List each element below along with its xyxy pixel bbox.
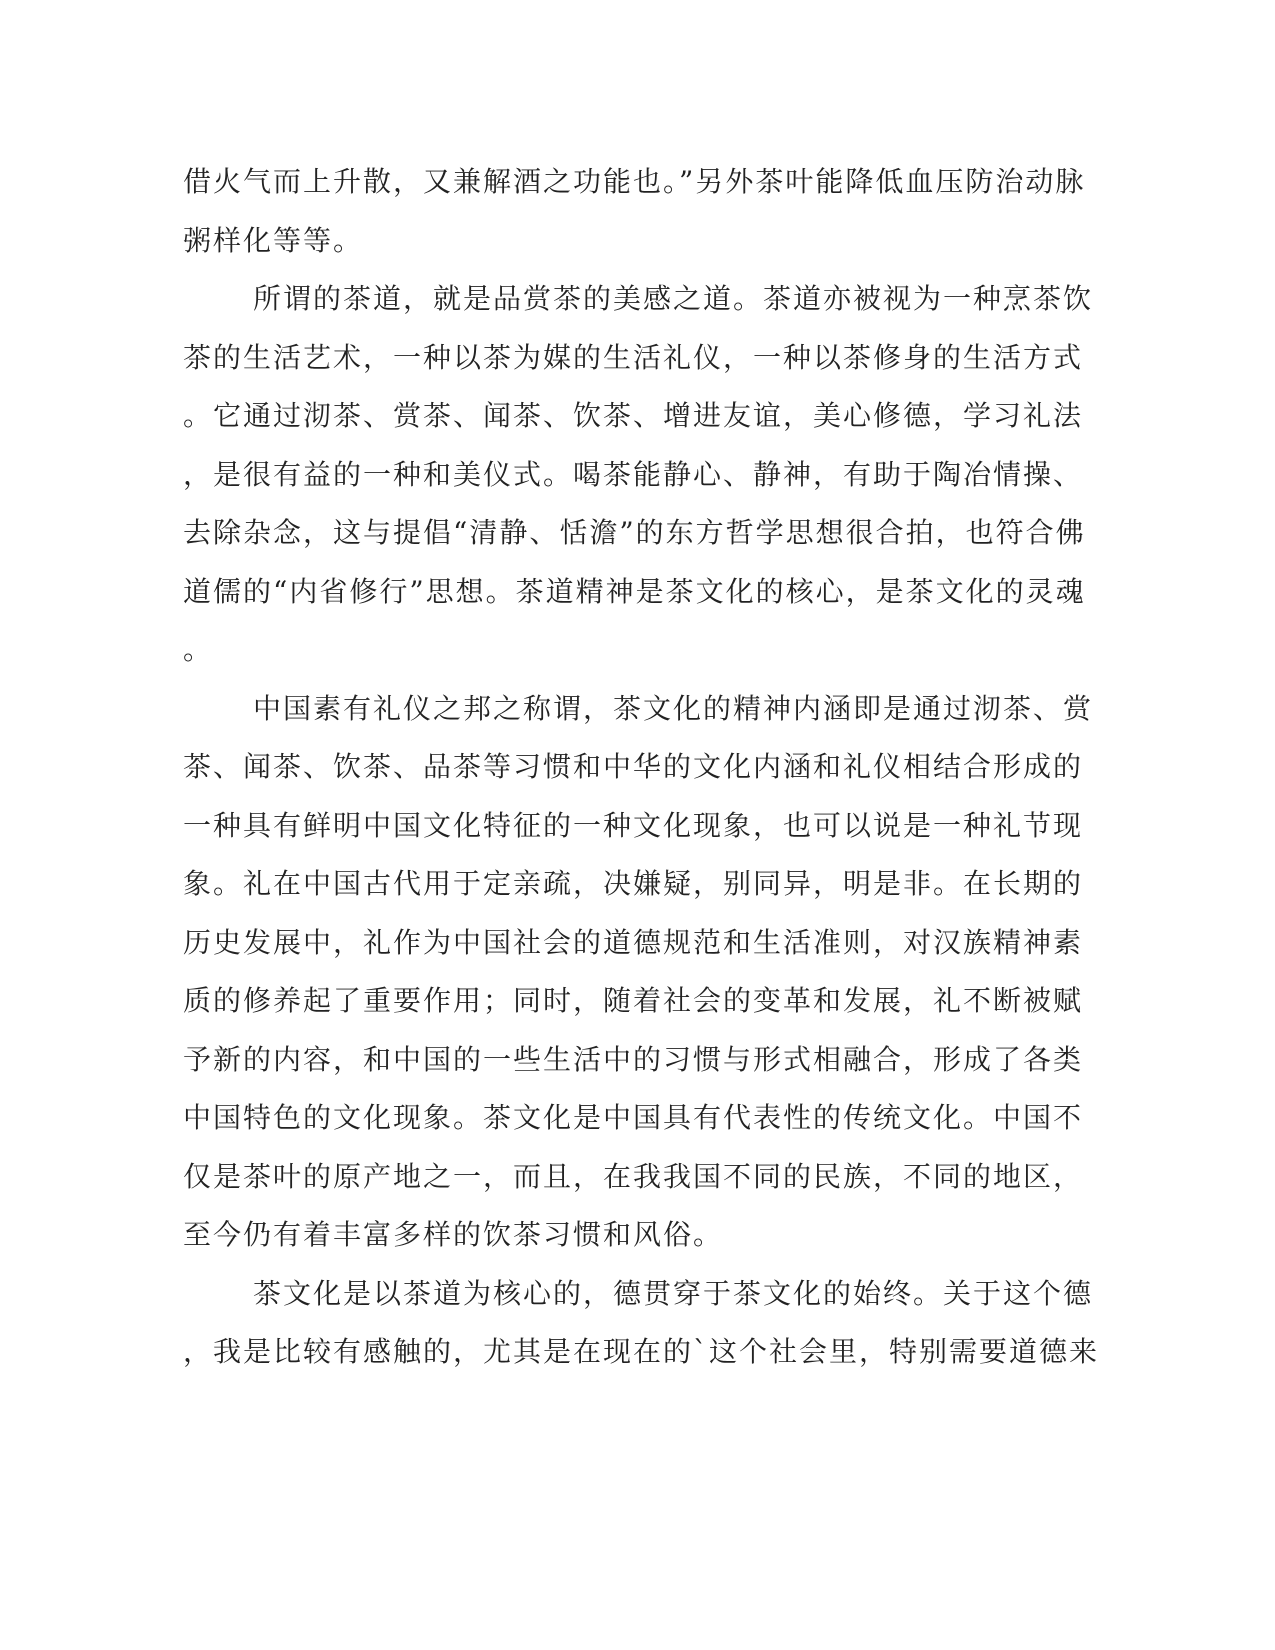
paragraph-first-line: 中国素有礼仪之邦之称谓，茶文化的精神内涵即是通过沏茶、赏 — [253, 691, 1094, 725]
text-line: 。 — [183, 633, 214, 666]
text-line: 历史发展中，礼作为中国社会的道德规范和生活准则，对汉族精神素 — [183, 925, 1084, 959]
text-line: 质的修养起了重要作用；同时，随着社会的变革和发展，礼不断被赋 — [183, 984, 1084, 1017]
text-line: 茶的生活艺术，一种以茶为媒的生活礼仪，一种以茶修身的生活方式 — [183, 340, 1084, 374]
text-line: 仅是茶叶的原产地之一，而且，在我我国不同的民族，不同的地区， — [183, 1159, 1084, 1193]
body-text — [183, 153, 1100, 1382]
paragraph-first-line: 茶文化是以茶道为核心的，德贯穿于茶文化的始终。关于这个德 — [253, 1276, 1094, 1310]
text-line: ，我是比较有感触的，尤其是在现在的`这个社会里，特别需要道德来 — [183, 1335, 1100, 1368]
text-line: 中国特色的文化现象。茶文化是中国具有代表性的传统文化。中国不 — [183, 1101, 1084, 1134]
text-line: 道儒的“内省修行”思想。茶道精神是茶文化的核心，是茶文化的灵魂 — [183, 574, 1086, 608]
text-line: 至今仍有着丰富多样的饮茶习惯和风俗。 — [183, 1218, 724, 1251]
text-line: 粥样化等等。 — [183, 223, 364, 257]
text-line: 一种具有鲜明中国文化特征的一种文化现象，也可以说是一种礼节现 — [183, 808, 1084, 842]
text-line: 去除杂念，这与提倡“清静、恬澹”的东方哲学思想很合拍，也符合佛 — [183, 516, 1086, 549]
text-line: 茶、闻茶、饮茶、品茶等习惯和中华的文化内涵和礼仪相结合形成的 — [183, 750, 1084, 783]
text-line: 。它通过沏茶、赏茶、闻茶、饮茶、增进友谊，美心修德，学习礼法 — [183, 399, 1084, 432]
text-line: 象。礼在中国古代用于定亲疏，决嫌疑，别同异，明是非。在长期的 — [183, 867, 1084, 900]
text-line: 予新的内容，和中国的一些生活中的习惯与形式相融合，形成了各类 — [183, 1042, 1084, 1076]
text-line: 借火气而上升散，又兼解酒之功能也。”另外茶叶能降低血压防治动脉 — [183, 165, 1086, 198]
text-line: ，是很有益的一种和美仪式。喝茶能静心、静神，有助于陶冶情操、 — [183, 457, 1084, 491]
paragraph-first-line: 所谓的茶道，就是品赏茶的美感之道。茶道亦被视为一种烹茶饮 — [253, 282, 1094, 315]
